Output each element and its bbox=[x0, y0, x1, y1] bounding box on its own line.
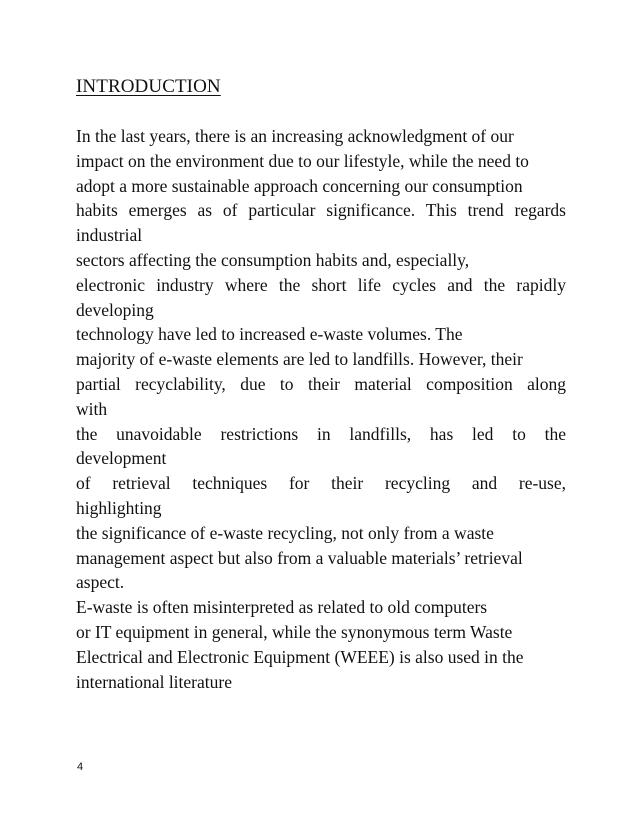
text-line: the significance of e-waste recycling, not only from a waste bbox=[76, 522, 494, 543]
text-line: industrial bbox=[76, 225, 143, 246]
body-paragraph bbox=[76, 124, 566, 694]
text-line: habits emerges as of particular significance. This trend regards bbox=[76, 200, 566, 221]
text-line: sectors affecting the consumption habits and, especially, bbox=[76, 249, 470, 270]
text-line: or IT equipment in general, while the synonymous term Waste bbox=[76, 621, 513, 642]
text-line: In the last years, there is an increasing acknowledgment of our bbox=[76, 126, 514, 146]
text-line: impact on the environment due to our lifestyle, while the need to bbox=[76, 150, 529, 171]
text-line: partial recyclability, due to their material composition along bbox=[76, 373, 566, 394]
text-line: adopt a more sustainable approach concerning our consumption bbox=[76, 175, 523, 196]
text-line: development bbox=[76, 448, 167, 469]
text-line: E-waste is often misinterpreted as related to old computers bbox=[76, 597, 488, 618]
text-line: of retrieval techniques for their recycling and re-use, bbox=[76, 473, 566, 494]
text-line: highlighting bbox=[76, 497, 162, 518]
text-line: electronic industry where the short life cycles and the rapidly bbox=[76, 274, 566, 295]
text-line: technology have led to increased e-waste volumes. The bbox=[76, 324, 463, 345]
text-line: the unavoidable restrictions in landfills, has led to the bbox=[76, 423, 566, 444]
text-line: with bbox=[76, 398, 108, 419]
text-line: aspect. bbox=[76, 572, 125, 593]
section-heading: INTRODUCTION bbox=[76, 76, 221, 97]
text-line: developing bbox=[76, 299, 154, 320]
text-line: majority of e-waste elements are led to landfills. However, their bbox=[76, 349, 523, 370]
text-line: Electrical and Electronic Equipment (WEEE) is also used in the bbox=[76, 646, 524, 667]
text-line: management aspect but also from a valuable materials’ retrieval bbox=[76, 547, 523, 568]
page-number: 4 bbox=[77, 761, 84, 773]
text-line: international literature bbox=[76, 671, 232, 692]
